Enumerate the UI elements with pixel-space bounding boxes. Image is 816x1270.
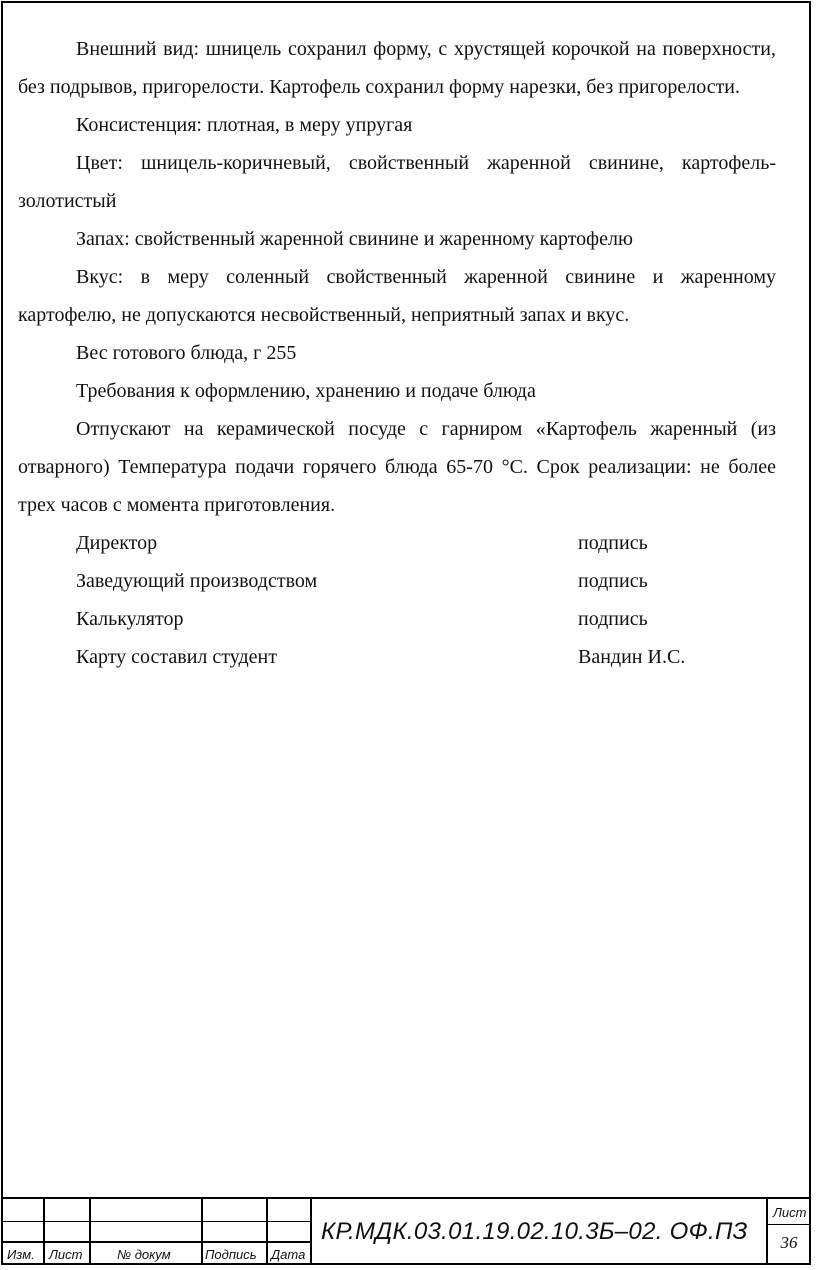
signature-value: подпись: [578, 570, 648, 592]
stamp-col-doc: № докум: [117, 1247, 171, 1262]
document-code: КР.МДК.03.01.19.02.10.3Б–02. ОФ.ПЗ: [321, 1218, 748, 1245]
stamp-divider: [310, 1199, 312, 1265]
document-body: [18, 30, 776, 676]
signature-row-calculator: [18, 600, 776, 638]
stamp-col-list: Лист: [49, 1247, 83, 1262]
signature-value: Вандин И.С.: [578, 646, 686, 668]
sheet-number: 36: [780, 1233, 798, 1252]
signature-role: Карту составил студент: [76, 646, 277, 668]
signature-row-author: [18, 638, 776, 676]
consistency-paragraph: Консистенция: плотная, в меру упругая: [76, 114, 413, 136]
stamp-divider: [43, 1199, 45, 1265]
stamp-divider: [89, 1199, 91, 1265]
smell-paragraph: Запах: свойственный жаренной свинине и жаренному картофелю: [76, 228, 633, 250]
color-paragraph: Цвет: шницель-коричневый, свойственный жаренной свинине, картофель-золотистый: [18, 152, 776, 212]
signature-value: подпись: [578, 608, 648, 630]
appearance-paragraph: Внешний вид: шницель сохранил форму, с хрустящей корочкой на поверхности, без подрывов, пригорелости. Картофель сохранил форму нарезки, без пригорелости.: [18, 38, 776, 98]
serving-paragraph: Отпускают на керамической посуде с гарниром «Картофель жаренный (из отварного) Температура подачи горячего блюда 65-70 °С. Срок реализации: не более трех часов с момента приготовления.: [18, 418, 776, 516]
stamp-divider: [766, 1199, 768, 1265]
stamp-row-line: [1, 1241, 310, 1243]
signature-value: подпись: [578, 532, 648, 554]
stamp-col-izm: Изм.: [7, 1247, 35, 1262]
title-block: [1, 1197, 811, 1265]
signature-row-production-manager: [18, 562, 776, 600]
taste-paragraph: Вкус: в меру соленный свойственный жаренной свинине и жаренному картофелю, не допускаются несвойственный, неприятный запах и вкус.: [18, 266, 776, 326]
weight-paragraph: Вес готового блюда, г 255: [76, 342, 297, 364]
stamp-divider: [201, 1199, 203, 1265]
signature-role: Директор: [76, 532, 158, 554]
signature-row-director: [18, 524, 776, 562]
stamp-sheet-label: Лист: [773, 1205, 807, 1220]
stamp-divider: [266, 1199, 268, 1265]
stamp-col-date: Дата: [271, 1247, 306, 1262]
stamp-col-sign: Подпись: [205, 1247, 257, 1262]
stamp-sheet-line: [766, 1224, 811, 1225]
signature-role: Заведующий производством: [76, 570, 318, 592]
signature-role: Калькулятор: [76, 608, 184, 630]
stamp-row-line: [1, 1221, 310, 1222]
requirements-heading: Требования к оформлению, хранению и подаче блюда: [76, 380, 536, 402]
